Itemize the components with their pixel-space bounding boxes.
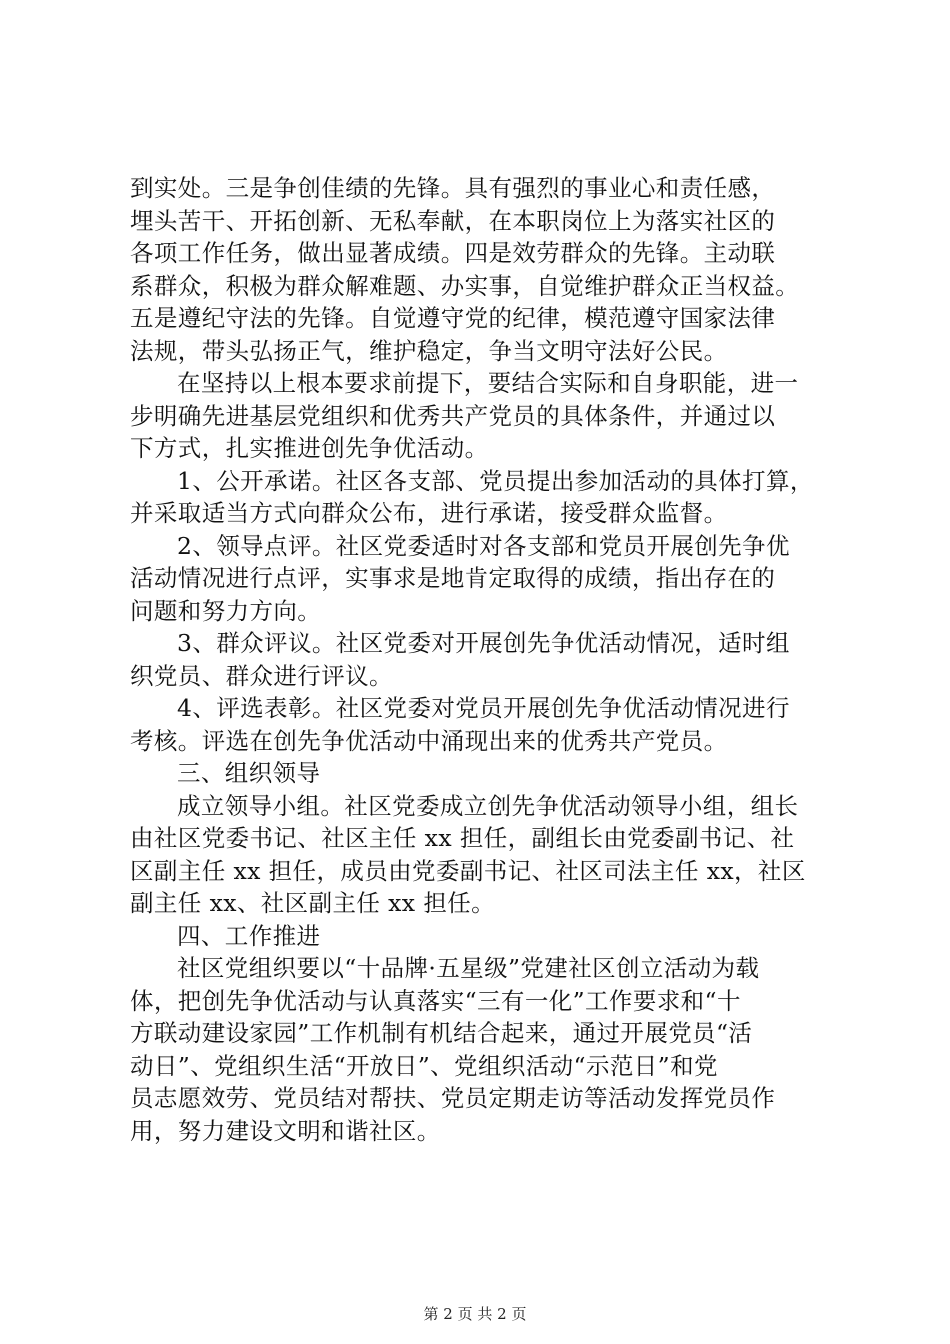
text-line: 成立领导小组。社区党委成立创先争优活动领导小组，组长 <box>177 791 799 820</box>
document-body <box>130 172 830 1147</box>
page-footer: 第 2 页 共 2 页 <box>423 1305 527 1323</box>
text-line: 法规，带头弘扬正气，维护稳定，争当文明守法好公民。 <box>130 336 728 365</box>
text-line: 社区党组织要以“十品牌·五星级”党建社区创立活动为载 <box>177 954 760 982</box>
text-line: 活动情况进行点评，实事求是地肯定取得的成绩，指出存在的 <box>130 564 776 592</box>
text-line: 用，努力建设文明和谐社区。 <box>130 1116 441 1145</box>
text-line: 方联动建设家园”工作机制有机结合起来，通过开展党员“活 <box>130 1019 753 1047</box>
text-line: 系群众，积极为群众解难题、办实事，自觉维护群众正当权益。 <box>130 271 800 300</box>
text-line: 考核。评选在创先争优活动中涌现出来的优秀共产党员。 <box>130 726 728 755</box>
text-line: 区副主任 xx 担任，成员由党委副书记、社区司法主任 xx，社区 <box>130 856 806 885</box>
section-heading: 四、工作推进 <box>177 921 321 950</box>
text-line: 4、评选表彰。社区党委对党员开展创先争优活动情况进行 <box>177 694 790 722</box>
text-line: 到实处。三是争创佳绩的先锋。具有强烈的事业心和责任感， <box>130 174 776 202</box>
text-line: 1、公开承诺。社区各支部、党员提出参加活动的具体打算， <box>177 466 814 495</box>
text-line: 步明确先进基层党组织和优秀共产党员的具体条件，并通过以 <box>130 401 776 430</box>
text-line: 织党员、群众进行评议。 <box>130 661 393 690</box>
section-heading: 三、组织领导 <box>177 759 321 787</box>
text-line: 下方式，扎实推进创先争优活动。 <box>130 434 489 462</box>
text-line: 问题和努力方向。 <box>130 596 322 625</box>
text-line: 体，把创先争优活动与认真落实“三有一化”工作要求和“十 <box>130 986 741 1015</box>
text-line: 各项工作任务，做出显著成绩。四是效劳群众的先锋。主动联 <box>130 239 776 267</box>
text-line: 由社区党委书记、社区主任 xx 担任，副组长由党委副书记、社 <box>130 824 795 852</box>
text-line: 并采取适当方式向群众公布，进行承诺，接受群众监督。 <box>130 499 728 527</box>
text-line: 副主任 xx、社区副主任 xx 担任。 <box>130 889 496 917</box>
text-line: 员志愿效劳、党员结对帮扶、党员定期走访等活动发挥党员作 <box>130 1084 776 1112</box>
text-line: 2、领导点评。社区党委适时对各支部和党员开展创先争优 <box>177 531 790 560</box>
text-line: 3、群众评议。社区党委对开展创先争优活动情况，适时组 <box>177 629 790 657</box>
text-line: 埋头苦干、开拓创新、无私奉献，在本职岗位上为落实社区的 <box>130 206 776 235</box>
text-line: 五是遵纪守法的先锋。自觉遵守党的纪律，模范遵守国家法律 <box>130 304 776 332</box>
text-line: 动日”、党组织生活“开放日”、党组织活动“示范日”和党 <box>130 1051 718 1080</box>
text-line: 在坚持以上根本要求前提下，要结合实际和自身职能，进一 <box>177 369 799 397</box>
